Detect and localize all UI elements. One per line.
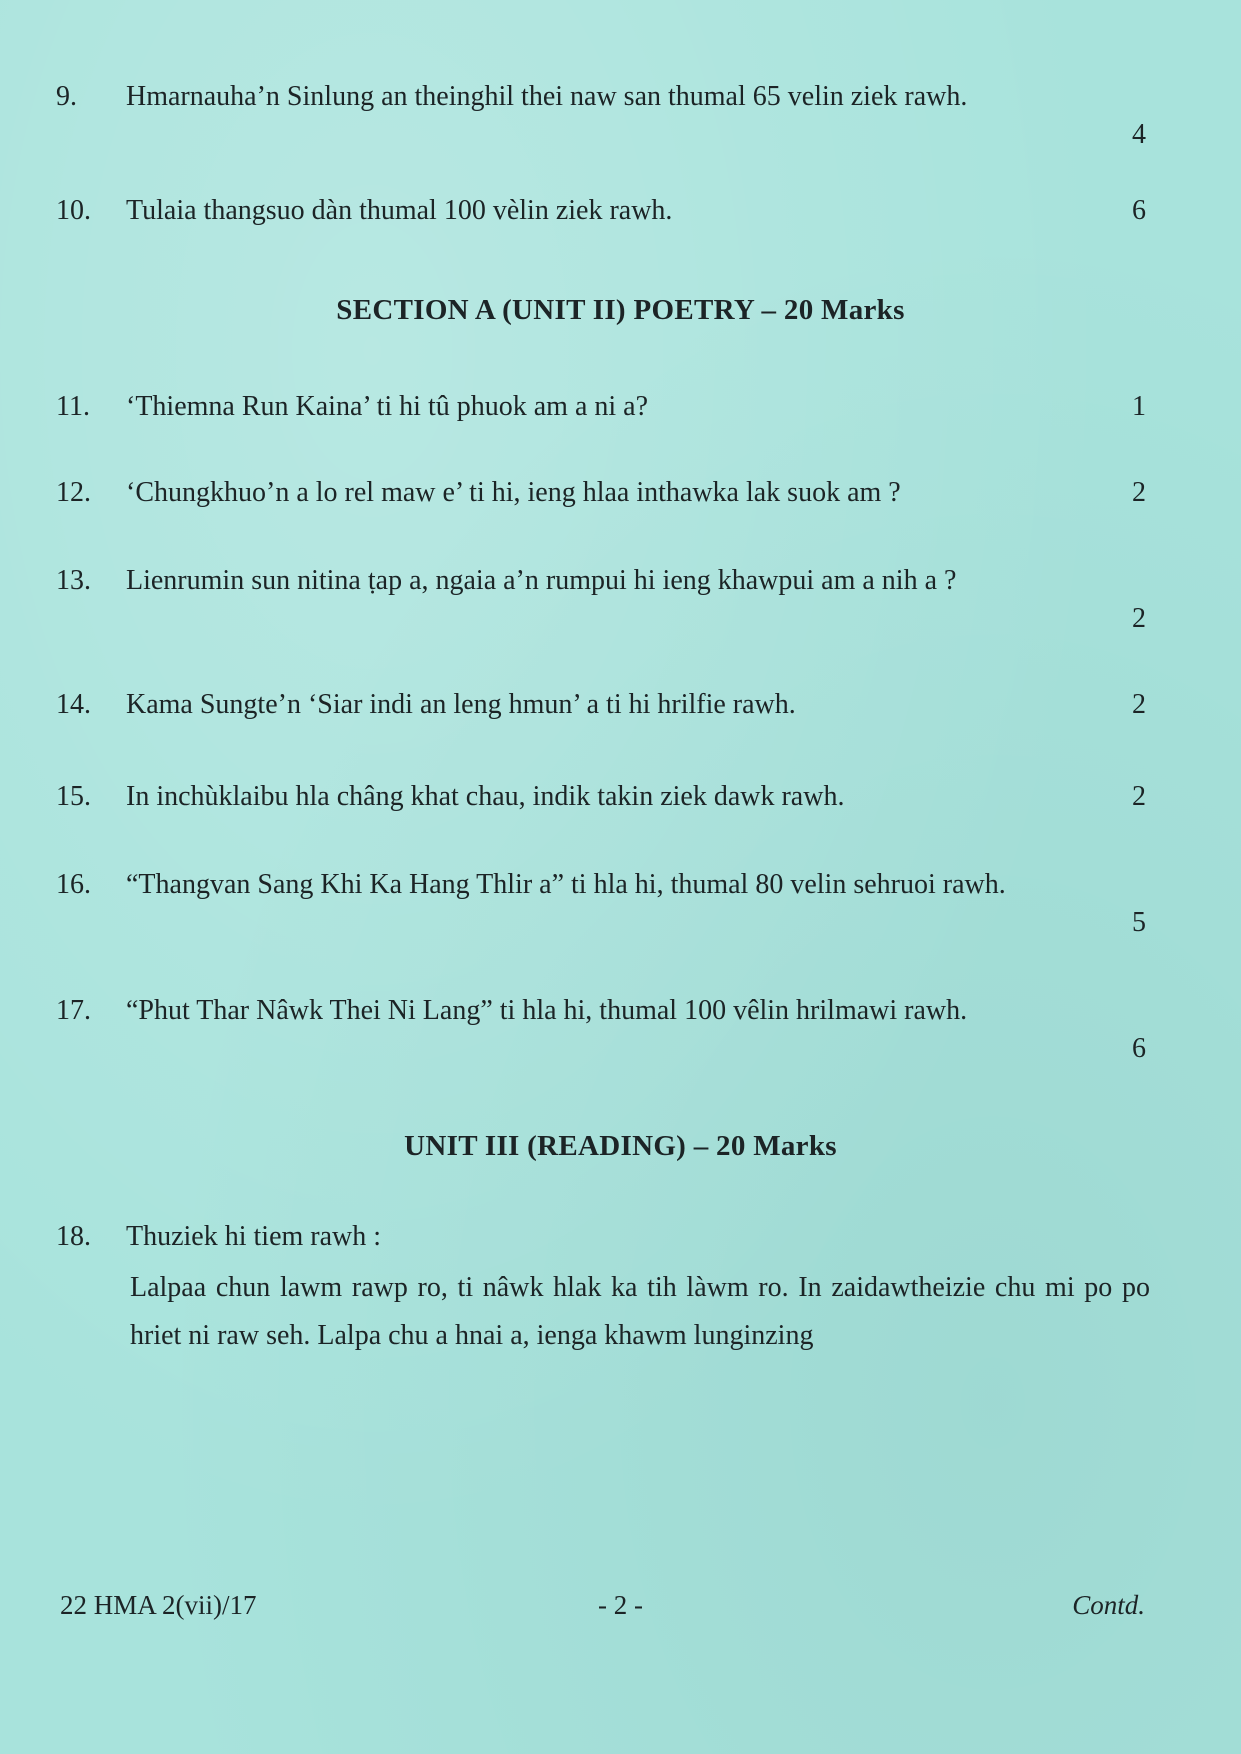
question-text: Tulaia thangsuo dàn thumal 100 vèlin ziek rawh. [126, 195, 673, 226]
question-text: In inchùklaibu hla châng khat chau, indik takin ziek dawk rawh. [126, 781, 845, 812]
question-text: ‘Thiemna Run Kaina’ ti hi tû phuok am a ni a? [126, 391, 649, 422]
question-number: 17. [56, 995, 91, 1026]
question-number: 18. [56, 1221, 91, 1252]
question-13 [56, 562, 1146, 634]
paper-code: 22 HMA 2(vii)/17 [60, 1590, 257, 1620]
question-marks: 6 [1132, 195, 1146, 226]
question-text: Kama Sungte’n ‘Siar indi an leng hmun’ a ti hi hrilfie rawh. [126, 689, 796, 720]
question-text: “Phut Thar Nâwk Thei Ni Lang” ti hla hi, thumal 100 vêlin hrilmawi rawh. [126, 995, 968, 1026]
question-number: 12. [56, 477, 91, 508]
question-text: Thuziek hi tiem rawh : [126, 1221, 382, 1252]
question-marks: 4 [1132, 119, 1146, 150]
question-number: 14. [56, 689, 91, 720]
question-16 [56, 866, 1146, 938]
question-10 [56, 192, 1146, 230]
question-number: 11. [56, 391, 90, 422]
question-number: 9. [56, 81, 77, 112]
unit-iii-heading: UNIT III (READING) – 20 Marks [404, 1130, 837, 1162]
question-15 [56, 778, 1146, 816]
question-marks: 2 [1132, 689, 1146, 720]
question-number: 15. [56, 781, 91, 812]
question-marks: 2 [1132, 477, 1146, 508]
question-marks: 5 [1132, 907, 1146, 938]
question-text: ‘Chungkhuo’n a lo rel maw e’ ti hi, ieng hlaa inthawka lak suok am ? [126, 477, 901, 508]
question-marks: 2 [1132, 781, 1146, 812]
question-9 [56, 78, 1146, 150]
question-number: 10. [56, 195, 91, 226]
question-11 [56, 388, 1146, 426]
question-text: “Thangvan Sang Khi Ka Hang Thlir a” ti hla hi, thumal 80 velin sehruoi rawh. [126, 869, 1006, 900]
continued-label: Contd. [1072, 1590, 1145, 1620]
reading-passage: Lalpaa chun lawm rawp ro, ti nâwk hlak ka tih làwm ro. In zaidawtheizie chu mi po po hriet ni raw seh. Lalpa chu a hnai a, ienga khawm lunginzing [130, 1272, 1150, 1351]
question-marks: 6 [1132, 1033, 1146, 1064]
question-number: 13. [56, 565, 91, 596]
question-18 [56, 1218, 1146, 1256]
question-14 [56, 686, 1146, 724]
question-text: Lienrumin sun nitina ṭap a, ngaia a’n rumpui hi ieng khawpui am a nih a ? [126, 565, 957, 596]
question-17 [56, 992, 1146, 1064]
question-marks: 1 [1132, 391, 1146, 422]
question-marks: 2 [1132, 603, 1146, 634]
question-12 [56, 474, 1146, 512]
question-text: Hmarnauha’n Sinlung an theinghil thei naw san thumal 65 velin ziek rawh. [126, 81, 968, 112]
section-a-heading: SECTION A (UNIT II) POETRY – 20 Marks [336, 294, 905, 326]
page-number: - 2 - [598, 1590, 643, 1620]
question-number: 16. [56, 869, 91, 900]
